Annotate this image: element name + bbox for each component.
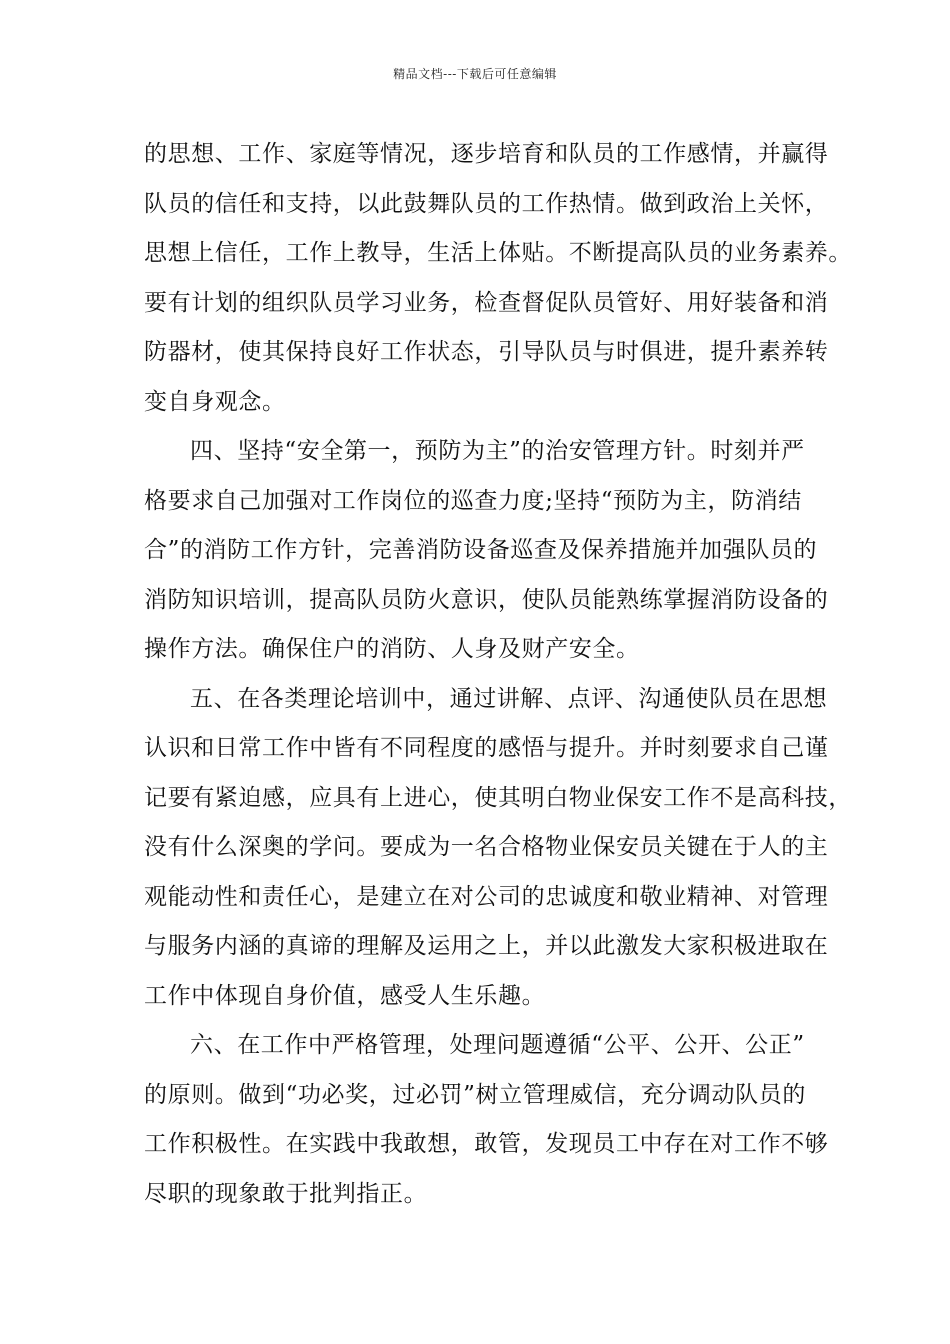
document-body: [144, 130, 852, 1219]
text-line: 格要求自己加强对工作岗位的巡查力度;坚持“预防为主，防消结: [144, 487, 802, 514]
text-line-first: 五、在各类理论培训中，通过讲解、点评、沟通使队员在思想: [190, 685, 828, 712]
text-line: 没有什么深奥的学问。要成为一名合格物业保安员关键在于人的主: [144, 834, 829, 860]
text-line: 防器材，使其保持良好工作状态，引导队员与时俱进，提升素养转: [144, 339, 829, 365]
text-line: 合”的消防工作方针，完善消防设备巡查及保养措施并加强队员的: [144, 537, 818, 563]
text-line: 记要有紧迫感，应具有上进心，使其明白物业保安工作不是高科技，: [144, 784, 852, 811]
text-line: 操作方法。确保住户的消防、人身及财产安全。: [144, 636, 640, 662]
text-line: 思想上信任，工作上教导，生活上体贴。不断提高队员的业务素养。: [144, 240, 852, 266]
text-line-first: 四、坚持“安全第一，预防为主”的治安管理方针。时刻并严: [190, 438, 805, 464]
paragraph-3: [144, 675, 852, 1022]
text-line: 与服务内涵的真谛的理解及运用之上，并以此激发大家积极进取在: [144, 933, 829, 959]
text-line-first: 六、在工作中严格管理，处理问题遵循“公平、公开、公正”: [190, 1032, 805, 1058]
text-line: 的思想、工作、家庭等情况，逐步培育和队员的工作感情，并赢得: [144, 141, 829, 167]
text-line: 消防知识培训，提高队员防火意识，使队员能熟练掌握消防设备的: [144, 586, 829, 613]
text-line: 尽职的现象敢于批判指正。: [144, 1180, 428, 1207]
text-line: 队员的信任和支持，以此鼓舞队员的工作热情。做到政治上关怀，: [144, 190, 829, 217]
text-line: 认识和日常工作中皆有不同程度的感悟与提升。并时刻要求自己谨: [144, 735, 829, 761]
paragraph-2: [144, 427, 834, 675]
text-line: 要有计划的组织队员学习业务，检查督促队员管好、用好装备和消: [144, 289, 829, 316]
paragraph-4: [144, 1021, 834, 1219]
text-line: 变自身观念。: [144, 388, 286, 415]
text-line: 的原则。做到“功必奖，过必罚”树立管理威信，充分调动队员的: [144, 1081, 806, 1108]
text-line: 工作积极性。在实践中我敢想，敢管，发现员工中存在对工作不够: [144, 1131, 829, 1157]
text-line: 工作中体现自身价值，感受人生乐趣。: [144, 982, 546, 1009]
paragraph-1: [144, 130, 852, 427]
text-line: 观能动性和责任心，是建立在对公司的忠诚度和敬业精神、对管理: [144, 883, 829, 910]
page-header: 精品文档---下载后可任意编辑: [393, 67, 557, 81]
